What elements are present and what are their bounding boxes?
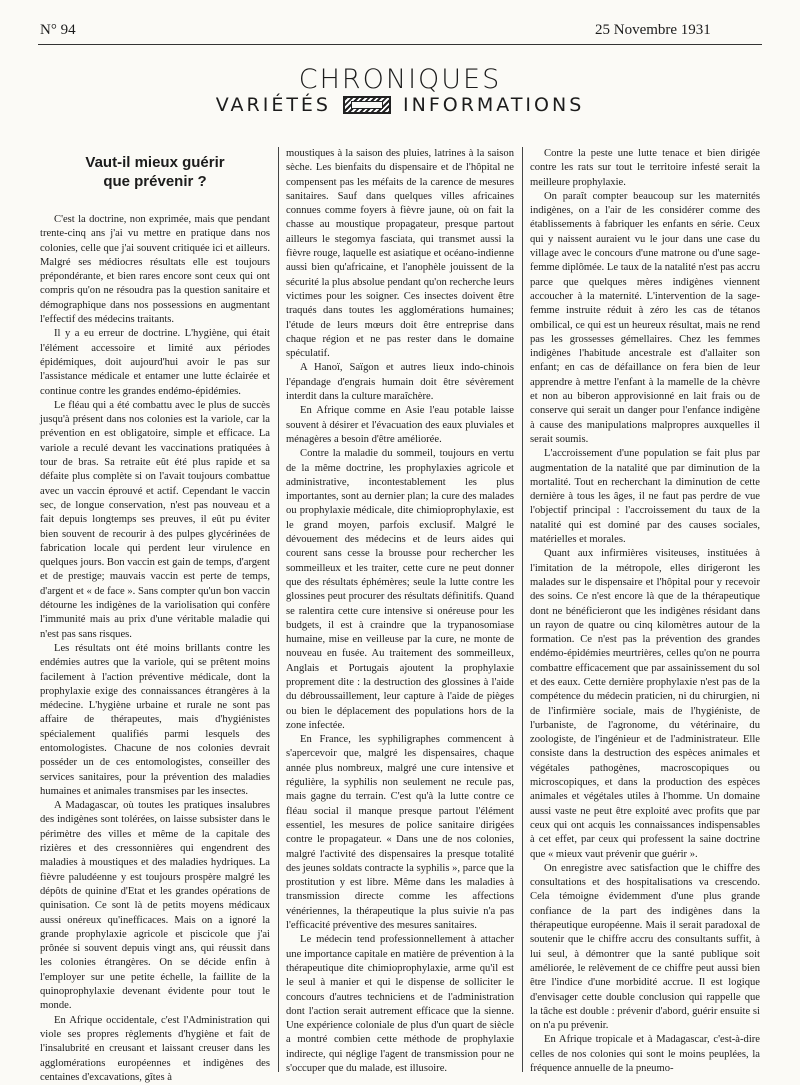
paragraph: Quant aux infirmières visiteuses, instituées à l'imitation de la métropole, elles dirigeront les malades sur le dispensaire et l'hôpital pour y recevoir des soins. Ce n'est encore là que de la thérapeutique dont ne bénéficieront que les indigènes résidant dans un rayon de quatre ou cinq kilomètres autour de la formation. Ce n'est pas la prévention des grandes endémo-épidémies meurtrières, celles qu'on ne pourra combattre efficacement que par assainissement du sol et des eaux. Cette dernière prophylaxie n'est pas de la compétence du médecin praticien, ni du chirurgien, ni de l'infirmière sociale, mais de l'hygiéniste, de l'urbaniste, de l'agronome, du vétérinaire, du zoologiste, de l'ingénieur et de l'administrateur. Elle consiste dans la destruction des espèces animales et végétales pathogènes, macroscopiques ou microscopiques, et dans la production des espèces animales et végétales utiles à l'homme. Un domaine aussi vaste ne peut être exploité avec profits que par ceux qui ont acquis les connaissances indispensables à cet effet, par ceux qui professent la saine doctrine que « mieux vaut prévenir que guérir ». <box>530 548 760 860</box>
masthead-subtitle <box>0 94 800 116</box>
paragraph: moustiques à la saison des pluies, latrines à la saison sèche. Les bienfaits du dispensaire et de l'hôpital ne compensent pas les méfaits de la carence de mesures sanitaires. Sauf dans quelques villes africaines connues comme foyers à fièvre jaune, où on fait la chasse au moustique propagateur, presque partout ailleurs le stegomya fasciata, qui transmet aussi la fièvre rouge, laquelle est asiatique et océano-indienne aussi bien qu'africaine, et l'anophèle jouissent de la sécurité la plus absolue pendant qu'on recherche leurs victimes pour les soigner. Ces insectes doivent être traqués dans toutes les agglomérations humaines; l'étude de leurs mœurs doit être entreprise dans chaque région et ne pas rester dans le domaine spéculatif. <box>286 148 514 360</box>
paragraph: En Afrique tropicale et à Madagascar, c'est-à-dire celles de nos colonies qui sont le moins peuplées, la fréquence annuelle de la pneumo- <box>530 1034 760 1074</box>
masthead-left-word: VARIÉTÉS <box>215 94 331 116</box>
paragraph: Les résultats ont été moins brillants contre les endémies autres que la variole, qui se prêtent moins facilement à l'action préventive médicale, dont la prophylaxie exige des connaissances étrangères à la médecine. L'hygiène urbaine et rurale ne sont pas affaire de thérapeutes, mais d'hygiénistes spécialement qualifiés parmi lesquels des entomologistes. Chacune de nos colonies devrait posséder un de ces entomologistes, conseiller des services sanitaires, pour la prévention des maladies humaines et animales transmises par les insectes. <box>40 642 270 797</box>
paragraph: L'accroissement d'une population se fait plus par augmentation de la natalité que par diminution de la mortalité. Tout en recherchant la diminution de cette dernière à tous les âges, il ne faut pas perdre de vue l'objectif principal : l'accroissement du taux de la natalité qui est dominé par des causes sociales, matérielles et morales. <box>530 448 760 546</box>
masthead-right-word: INFORMATIONS <box>403 94 585 116</box>
paragraph: C'est la doctrine, non exprimée, mais que pendant trente-cinq ans j'ai vu mettre en pratique dans nos colonies, celle que j'ai souvent critiquée ici et ailleurs. Malgré ses médiocres résultats elle est toujours prépondérante, et bien rares encore sont ceux qui ont compris qu'on ne résoudra pas la question sanitaire et démographique dans nos possessions en augmentant l'effectif des médecins traitants. <box>40 214 270 326</box>
issue-date: 25 Novembre 1931 <box>595 22 711 38</box>
column-divider <box>278 147 279 1072</box>
paragraph: Contre la maladie du sommeil, toujours en vertu de la même doctrine, les prophylaxies agricole et administrative, incontestablement les plus importantes, sont au dernier plan; la cure des malades ou prophylaxie médicale, dite chimioprophylaxie, est le grand moyen, parfois exclusif. Malgré le dévouement des médecins et de leurs aides qui courent sans cesse la brousse pour rechercher les sommeilleux et les traiter, cette cure ne peut donner que des résultats éphémères; seule la lutte contre les glossines peut procurer des résultats définitifs. Quand se ralentira cette cure intensive si onéreuse pour les budgets, il est à craindre que la trypanosomiase humaine, mise en veilleuse par la cure, ne monte de nouveau en fusée. Au traitement des sommeilleux, Anglais et Portugais ajoutent la prophylaxie proprement dite : la destruction des glossines à l'aide du débroussaillement, leur capture à l'aide de pièges ou bien le déplacement des populations hors de la zone infectée. <box>286 448 514 731</box>
paragraph: Il y a eu erreur de doctrine. L'hygiène, qui était l'élément accessoire et limité aux périodes épidémiques, doit aujourd'hui avoir le pas sur l'assistance médicale et entamer une lutte éclairée et continue contre les grandes endémo-épidémies. <box>40 328 270 397</box>
paragraph: En France, les syphiligraphes commencent à s'apercevoir que, malgré les dispensaires, chaque année plus nombreux, malgré une cure intensive et régulière, la syphilis non seulement ne recule pas, mais gagne du terrain. C'est qu'à la lutte contre ce fléau social il manque presque partout l'élément essentiel, les mesures de police sanitaire dirigées contre le propagateur. « Dans une de nos colonies, malgré l'activité des dispensaires la presque totalité des jeunes soldats contracte la syphilis », parce que la prostitution y est libre. Même dans les maladies à transmission directe comme les affections vénériennes, la thérapeutique la plus suivie n'a pas l'efficacité préventive des mesures sanitaires. <box>286 734 514 932</box>
paragraph: On enregistre avec satisfaction que le chiffre des consultations et des hospitalisations va crescendo. Cela témoigne évidemment d'une plus grande confiance de la part des indigènes dans la thérapeutique européenne. Mais il serait paradoxal de soutenir que le chiffre accru des consultants suffit, à lui seul, à démontrer que la santé publique soit améliorée, le relèvement de ce chiffre peut aussi bien être l'indice d'une morbidité accrue. Il est logique d'envisager cette double conclusion qui rappelle que la tâche est double : prévenir d'abord, guérir ensuite si on n'a pu prévenir. <box>530 862 760 1032</box>
article-column-3 <box>530 147 760 1077</box>
issue-number: N° 94 <box>40 22 76 38</box>
article-column-1 <box>40 145 270 1083</box>
masthead-emblem <box>343 96 391 114</box>
paragraph: A Hanoï, Saïgon et autres lieux indo-chinois l'épandage d'engrais humain doit être sévèrement interdit dans la culture maraîchère. <box>286 362 514 403</box>
article-title-line-2: que prévenir ? <box>103 173 207 190</box>
paragraph: Le fléau qui a été combattu avec le plus de succès jusqu'à présent dans nos colonies est la variole, car la prévention en est obligatoire, simple et efficace. La variole a reculé devant les vaccinations pratiquées à tour de bras. Sa retraite eût été plus rapide et sa défaite plus complète si on l'avait toujours combattue avec un vaccin éprouvé et actif. Cependant le vaccin sec, de longue conservation, n'est pas nouveau et a fait depuis longtemps ses preuves, il eût pu éviter bien souvent de recourir à des pulpes glycérinées de fabrication locale qui perdent leur virulence en quelques jours. Bon vaccin est gain de temps, d'argent et de prestige; mauvais vaccin est perte de temps, d'argent et « de face ». Sans compter qu'un bon vaccin détourne les indigènes de la variolisation qui confère l'immunité mais au prix d'une véritable maladie qui n'est pas sans risques. <box>40 399 270 640</box>
paragraph: Contre la peste une lutte tenace et bien dirigée contre les rats sur tout le territoire infesté serait la meilleure prophylaxie. <box>530 148 760 188</box>
article-column-2 <box>286 147 514 1077</box>
masthead-title: CHRONIQUES <box>298 64 502 95</box>
header-rule <box>38 44 762 45</box>
paragraph: Le médecin tend professionnellement à attacher une importance capitale en matière de prévention à la thérapeutique dite chimioprophylaxie, arme qu'il est le seul à manier et qui le dispense de solliciter le concours d'autres techniciens et de l'administration dont l'action serait autrement efficace que la sienne. Une expérience coloniale de plus d'un quart de siècle a montré combien cette méthode de prophylaxie indirecte, qui néglige l'agent de transmission pour ne s'occuper que du malade, est illusoire. <box>286 934 514 1074</box>
paragraph: On paraît compter beaucoup sur les maternités indigènes, on a l'air de les considérer comme des établissements à fabriquer les enfants en série. Ceux qui y naissent auraient vu le jour dans une case du village avec le concours d'une matrone ou d'une sage-femme diplômée. Le taux de la natalité n'est pas accru parce que quelques mères indigènes viennent accoucher à la maternité. L'intervention de la sage-femme instruite réduit à zéro les cas de tétanos ombilical, ce qui est un heureux résultat, mais ne rend pas les grossesses gémellaires. Chez les femmes indigènes l'habitude ancestrale est d'allaiter son enfant; en cas de défaillance on fera bien de leur apprendre à mettre l'enfant à la mamelle de la chèvre et non au biberon approvisionné en lait frais ou de conserve qui serait un danger pour l'enfance indigène à cause des manipulations malpropres auxquelles il serait soumis. <box>530 190 760 445</box>
paragraph: A Madagascar, où toutes les pratiques insalubres des indigènes sont tolérées, on laisse subsister dans le périmètre des villes et même de la capitale des rizières et des cressonnières qui engendrent des maladies à moustiques et des maladies hydriques. La fièvre paludéenne y est toujours prospère malgré les dépôts de quinine d'Etat et les grandes opérations de quinisation. Ce sont là de petits moyens médicaux aussi onéreux qu'inefficaces. Mais on a ignoré la grande prophylaxie agricole et piscicole que j'ai prônée si souvent depuis vingt ans, qui réussit dans les colonies étrangères. On se décide enfin à l'employer sur une petite échelle, la faillite de la quinoprophylaxie devenant évidente pour tout le monde. <box>40 800 270 1012</box>
column-divider <box>522 147 523 1072</box>
paragraph: En Afrique comme en Asie l'eau potable laisse souvent à désirer et l'évacuation des eaux pluviales et ménagères a besoin d'être améliorée. <box>286 405 514 445</box>
article-title-line-1: Vaut-il mieux guérir <box>85 154 225 171</box>
paragraph: En Afrique occidentale, c'est l'Administration qui viole ses propres règlements d'hygiène et fait de l'insalubrité en creusant et laissant creuser dans les agglomérations européennes et indigènes des centaines d'excavations, gîtes à <box>40 1014 270 1083</box>
article-title <box>40 153 270 191</box>
